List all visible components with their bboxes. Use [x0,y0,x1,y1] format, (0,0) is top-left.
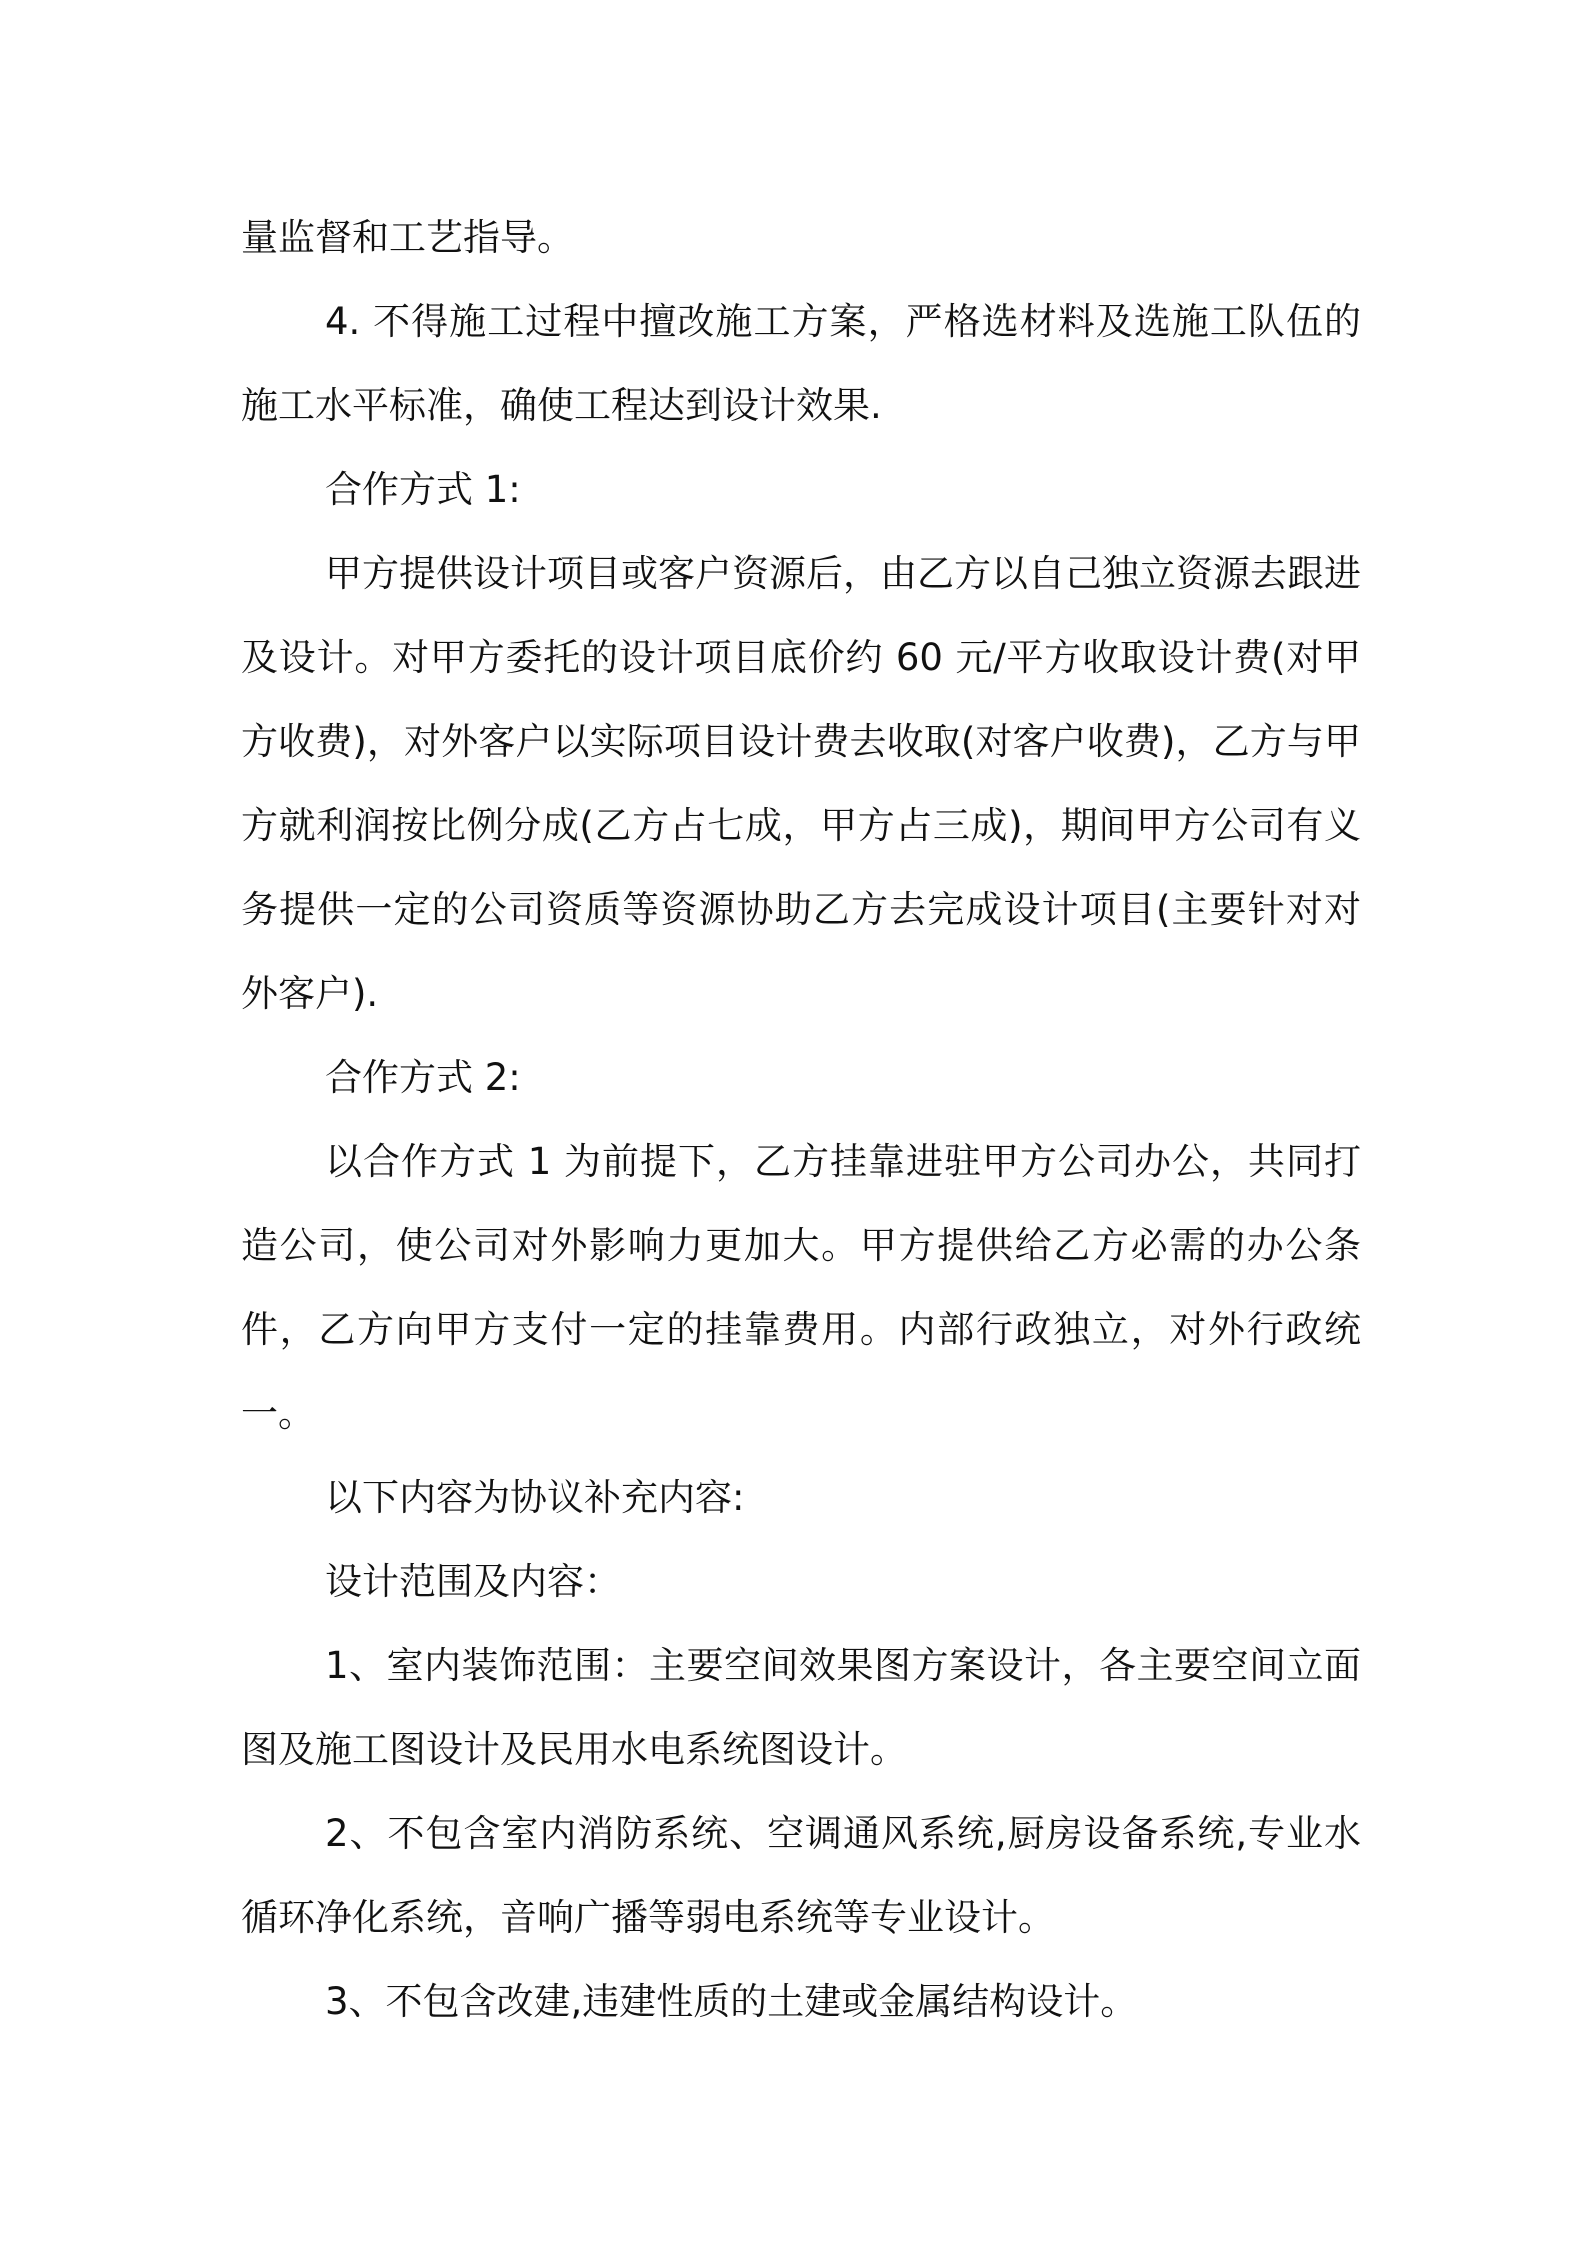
document-body [241,196,1361,2044]
heading-cooperation-mode-1: 合作方式 1: [325,468,521,511]
heading-design-scope: 设计范围及内容： [325,1560,621,1603]
paragraph-cooperation-mode-1: 甲方提供设计项目或客户资源后，由乙方以自己独立资源去跟进及设计。对甲方委托的设计项目底价约 60 元/平方收取设计费(对甲方收费)，对外客户以实际项目设计费去收取(对客户收费)，乙方与甲方就利润按比例分成(乙方占七成，甲方占三成)，期间甲方公司有义务提供一定的公司资质等资源协助乙方去完成设计项目(主要针对对外客户). [241,552,1361,1015]
paragraph-continuation: 量监督和工艺指导。 [241,216,574,259]
paragraph-scope-2: 2、不包含室内消防系统、空调通风系统,厨房设备系统,专业水循环净化系统，音响广播等弱电系统等专业设计。 [241,1812,1361,1939]
heading-supplement: 以下内容为协议补充内容: [325,1476,745,1519]
paragraph-item-4: 4. 不得施工过程中擅改施工方案，严格选材料及选施工队伍的施工水平标准，确使工程达到设计效果. [241,300,1361,427]
heading-cooperation-mode-2: 合作方式 2: [325,1056,521,1099]
paragraph-cooperation-mode-2: 以合作方式 1 为前提下，乙方挂靠进驻甲方公司办公，共同打造公司，使公司对外影响力更加大。甲方提供给乙方必需的办公条件，乙方向甲方支付一定的挂靠费用。内部行政独立，对外行政统一。 [241,1140,1361,1435]
paragraph-scope-1: 1、室内装饰范围：主要空间效果图方案设计，各主要空间立面图及施工图设计及民用水电系统图设计。 [241,1644,1361,1771]
paragraph-scope-3: 3、不包含改建,违建性质的土建或金属结构设计。 [325,1980,1138,2023]
